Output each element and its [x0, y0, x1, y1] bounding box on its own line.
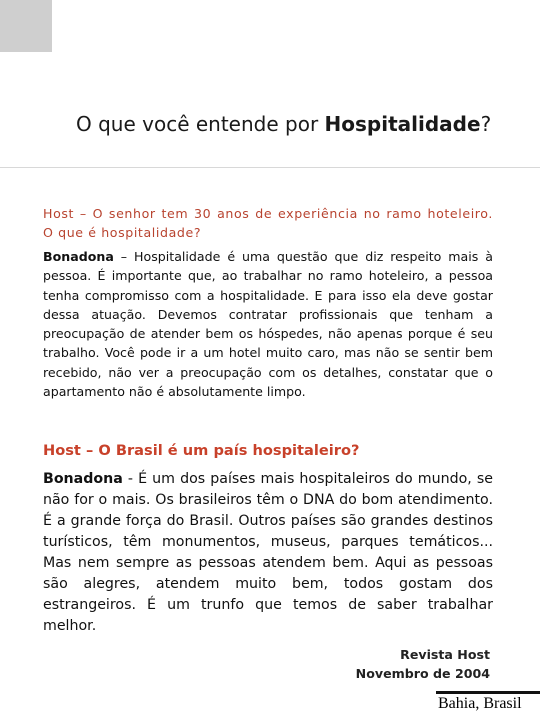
page-title: [76, 112, 516, 136]
answer-2-text: - É um dos países mais hospitaleiros do mundo, se não for o mais. Os brasileiros têm o DNA do bom atendimento. É a grande força do Brasil. Outros países são grandes destinos turísticos, têm monumentos, museus, parques temáticos... Mas nem sempre as pessoas atendem bem. Aqui as pessoas são alegres, atendem muito bem, todos gostam dos estrangeiros. É um trunfo que temos de saber trabalhar melhor.: [43, 471, 493, 634]
divider-line: [0, 167, 540, 168]
title-prefix: O que você entende por: [76, 112, 325, 136]
footer-divider: [436, 691, 540, 694]
source-publication: Revista Host: [400, 647, 490, 662]
answer-1-speaker: Bonadona: [43, 249, 114, 264]
answer-1-text: – Hospitalidade é uma questão que diz respeito mais à pessoa. É importante que, ao trabalhar no ramo hoteleiro, a pessoa tenha compromisso com a hospitalidade. E para isso ela deve gostar dessa atuação. Devemos contratar profissionais que tenham a preocupação de atender bem os hóspedes, não apenas porque é seu trabalho. Você pode ir a um hotel muito caro, mas não se sentir bem recebido, não ver a preocupação com os detalhes, constatar que o apartamento não é absolutamente limpo.: [43, 249, 493, 400]
source-citation: [356, 645, 490, 683]
answer-1: [43, 247, 493, 401]
corner-decoration: [0, 0, 52, 52]
question-2: Host – O Brasil é um país hospitaleiro?: [43, 442, 360, 459]
answer-2: [43, 469, 493, 637]
title-suffix: ?: [480, 112, 492, 136]
footer-label: Bahia, Brasil: [438, 695, 522, 712]
question-1: Host – O senhor tem 30 anos de experiência no ramo hoteleiro. O que é hospitalidade?: [43, 206, 493, 240]
source-date: Novembro de 2004: [355, 666, 490, 681]
title-emphasis: Hospitalidade: [324, 112, 481, 136]
answer-2-speaker: Bonadona: [43, 471, 123, 487]
